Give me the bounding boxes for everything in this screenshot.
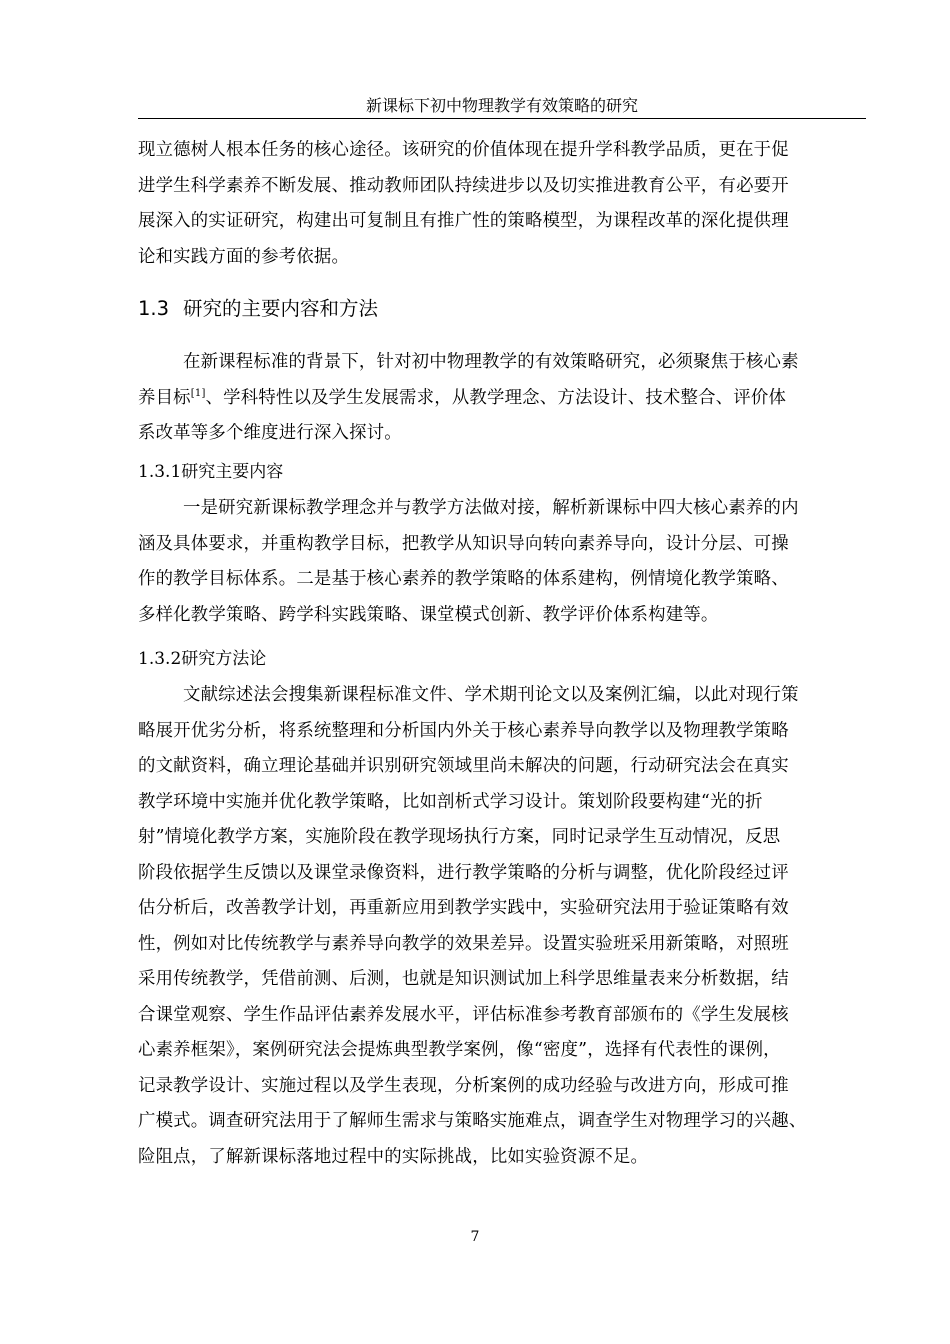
text-fragment: 、学科特性以及学生发展需求，从教学理念、方法设计、技术整合、评价体 xyxy=(205,387,787,408)
paragraph-section-intro xyxy=(138,345,866,452)
subsection-title: 1.3.2研究方法论 xyxy=(138,649,267,669)
text-line-with-citation xyxy=(138,381,866,417)
text-line: 估分析后，改善教学计划，再重新应用到教学实践中，实验研究法用于验证策略有效 xyxy=(138,898,789,918)
text-line: 险阻点，了解新课标落地过程中的实际挑战，比如实验资源不足。 xyxy=(138,1146,649,1167)
paragraph-methodology xyxy=(138,678,866,1175)
paragraph-main-content xyxy=(138,491,866,633)
page-number-value: 7 xyxy=(470,1229,480,1245)
text-line: 在新课程标准的背景下，针对初中物理教学的有效策略研究，必须聚焦于核心素 xyxy=(183,352,799,372)
text-line: 性，例如对比传统教学与素养导向教学的效果差异。设置实验班采用新策略，对照班 xyxy=(138,933,789,954)
text-line: 系改革等多个维度进行深入探讨。 xyxy=(138,423,402,443)
text-line: 展深入的实证研究，构建出可复制且有推广性的策略模型，为课程改革的深化提供理 xyxy=(138,211,789,231)
text-line: 论和实践方面的参考依据。 xyxy=(138,246,350,267)
text-line: 教学环境中实施并优化教学策略，比如剖析式学习设计。策划阶段要构建“光的折 xyxy=(138,791,763,812)
paragraph-intro-continuation xyxy=(138,133,866,275)
section-heading-1-3 xyxy=(138,294,378,324)
text-line: 进学生科学素养不断发展、推动教师团队持续进步以及切实推进教育公平，有必要开 xyxy=(138,175,789,196)
subsection-heading-1-3-2 xyxy=(138,644,266,674)
page-number xyxy=(0,1228,950,1246)
running-header xyxy=(138,96,866,119)
text-line: 心素养框架》，案例研究法会提炼典型教学案例，像“密度”，选择有代表性的课例， xyxy=(138,1040,781,1060)
text-line: 合课堂观察、学生作品评估素养发展水平，评估标准参考教育部颁布的《学生发展核 xyxy=(138,1004,789,1025)
text-line: 现立德树人根本任务的核心途径。该研究的价值体现在提升学科教学品质，更在于促 xyxy=(138,140,789,160)
text-line: 多样化教学策略、跨学科实践策略、课堂模式创新、教学评价体系构建等。 xyxy=(138,604,719,625)
text-line: 略展开优劣分析，将系统整理和分析国内外关于核心素养导向教学以及物理教学策略 xyxy=(138,720,789,741)
text-line: 广模式。调查研究法用于了解师生需求与策略实施难点，调查学生对物理学习的兴趣、 xyxy=(138,1111,807,1131)
section-number: 1.3 xyxy=(138,297,170,320)
citation-reference: [1] xyxy=(190,387,206,399)
subsection-heading-1-3-1 xyxy=(138,457,283,487)
text-line: 一是研究新课标教学理念并与教学方法做对接，解析新课标中四大核心素养的内 xyxy=(183,498,799,518)
text-line: 涵及具体要求，并重构教学目标，把教学从知识导向转向素养导向，设计分层、可操 xyxy=(138,533,789,554)
text-line: 的文献资料，确立理论基础并识别研究领域里尚未解决的问题，行动研究法会在真实 xyxy=(138,756,789,776)
text-line: 射”情境化教学方案，实施阶段在教学现场执行方案，同时记录学生互动情况，反思 xyxy=(138,827,781,847)
text-fragment: 养目标 xyxy=(138,387,191,408)
section-title: 研究的主要内容和方法 xyxy=(183,297,379,320)
text-line: 采用传统教学，凭借前测、后测，也就是知识测试加上科学思维量表来分析数据，结 xyxy=(138,969,789,989)
text-line: 记录教学设计、实施过程以及学生表现，分析案例的成功经验与改进方向，形成可推 xyxy=(138,1075,789,1096)
running-header-title: 新课标下初中物理教学有效策略的研究 xyxy=(365,96,638,115)
subsection-title: 1.3.1研究主要内容 xyxy=(138,462,284,482)
text-line: 阶段依据学生反馈以及课堂录像资料，进行教学策略的分析与调整，优化阶段经过评 xyxy=(138,862,789,883)
text-line: 文献综述法会搜集新课程标准文件、学术期刊论文以及案例汇编，以此对现行策 xyxy=(183,685,799,705)
text-line: 作的教学目标体系。二是基于核心素养的教学策略的体系建构，例情境化教学策略、 xyxy=(138,569,789,589)
